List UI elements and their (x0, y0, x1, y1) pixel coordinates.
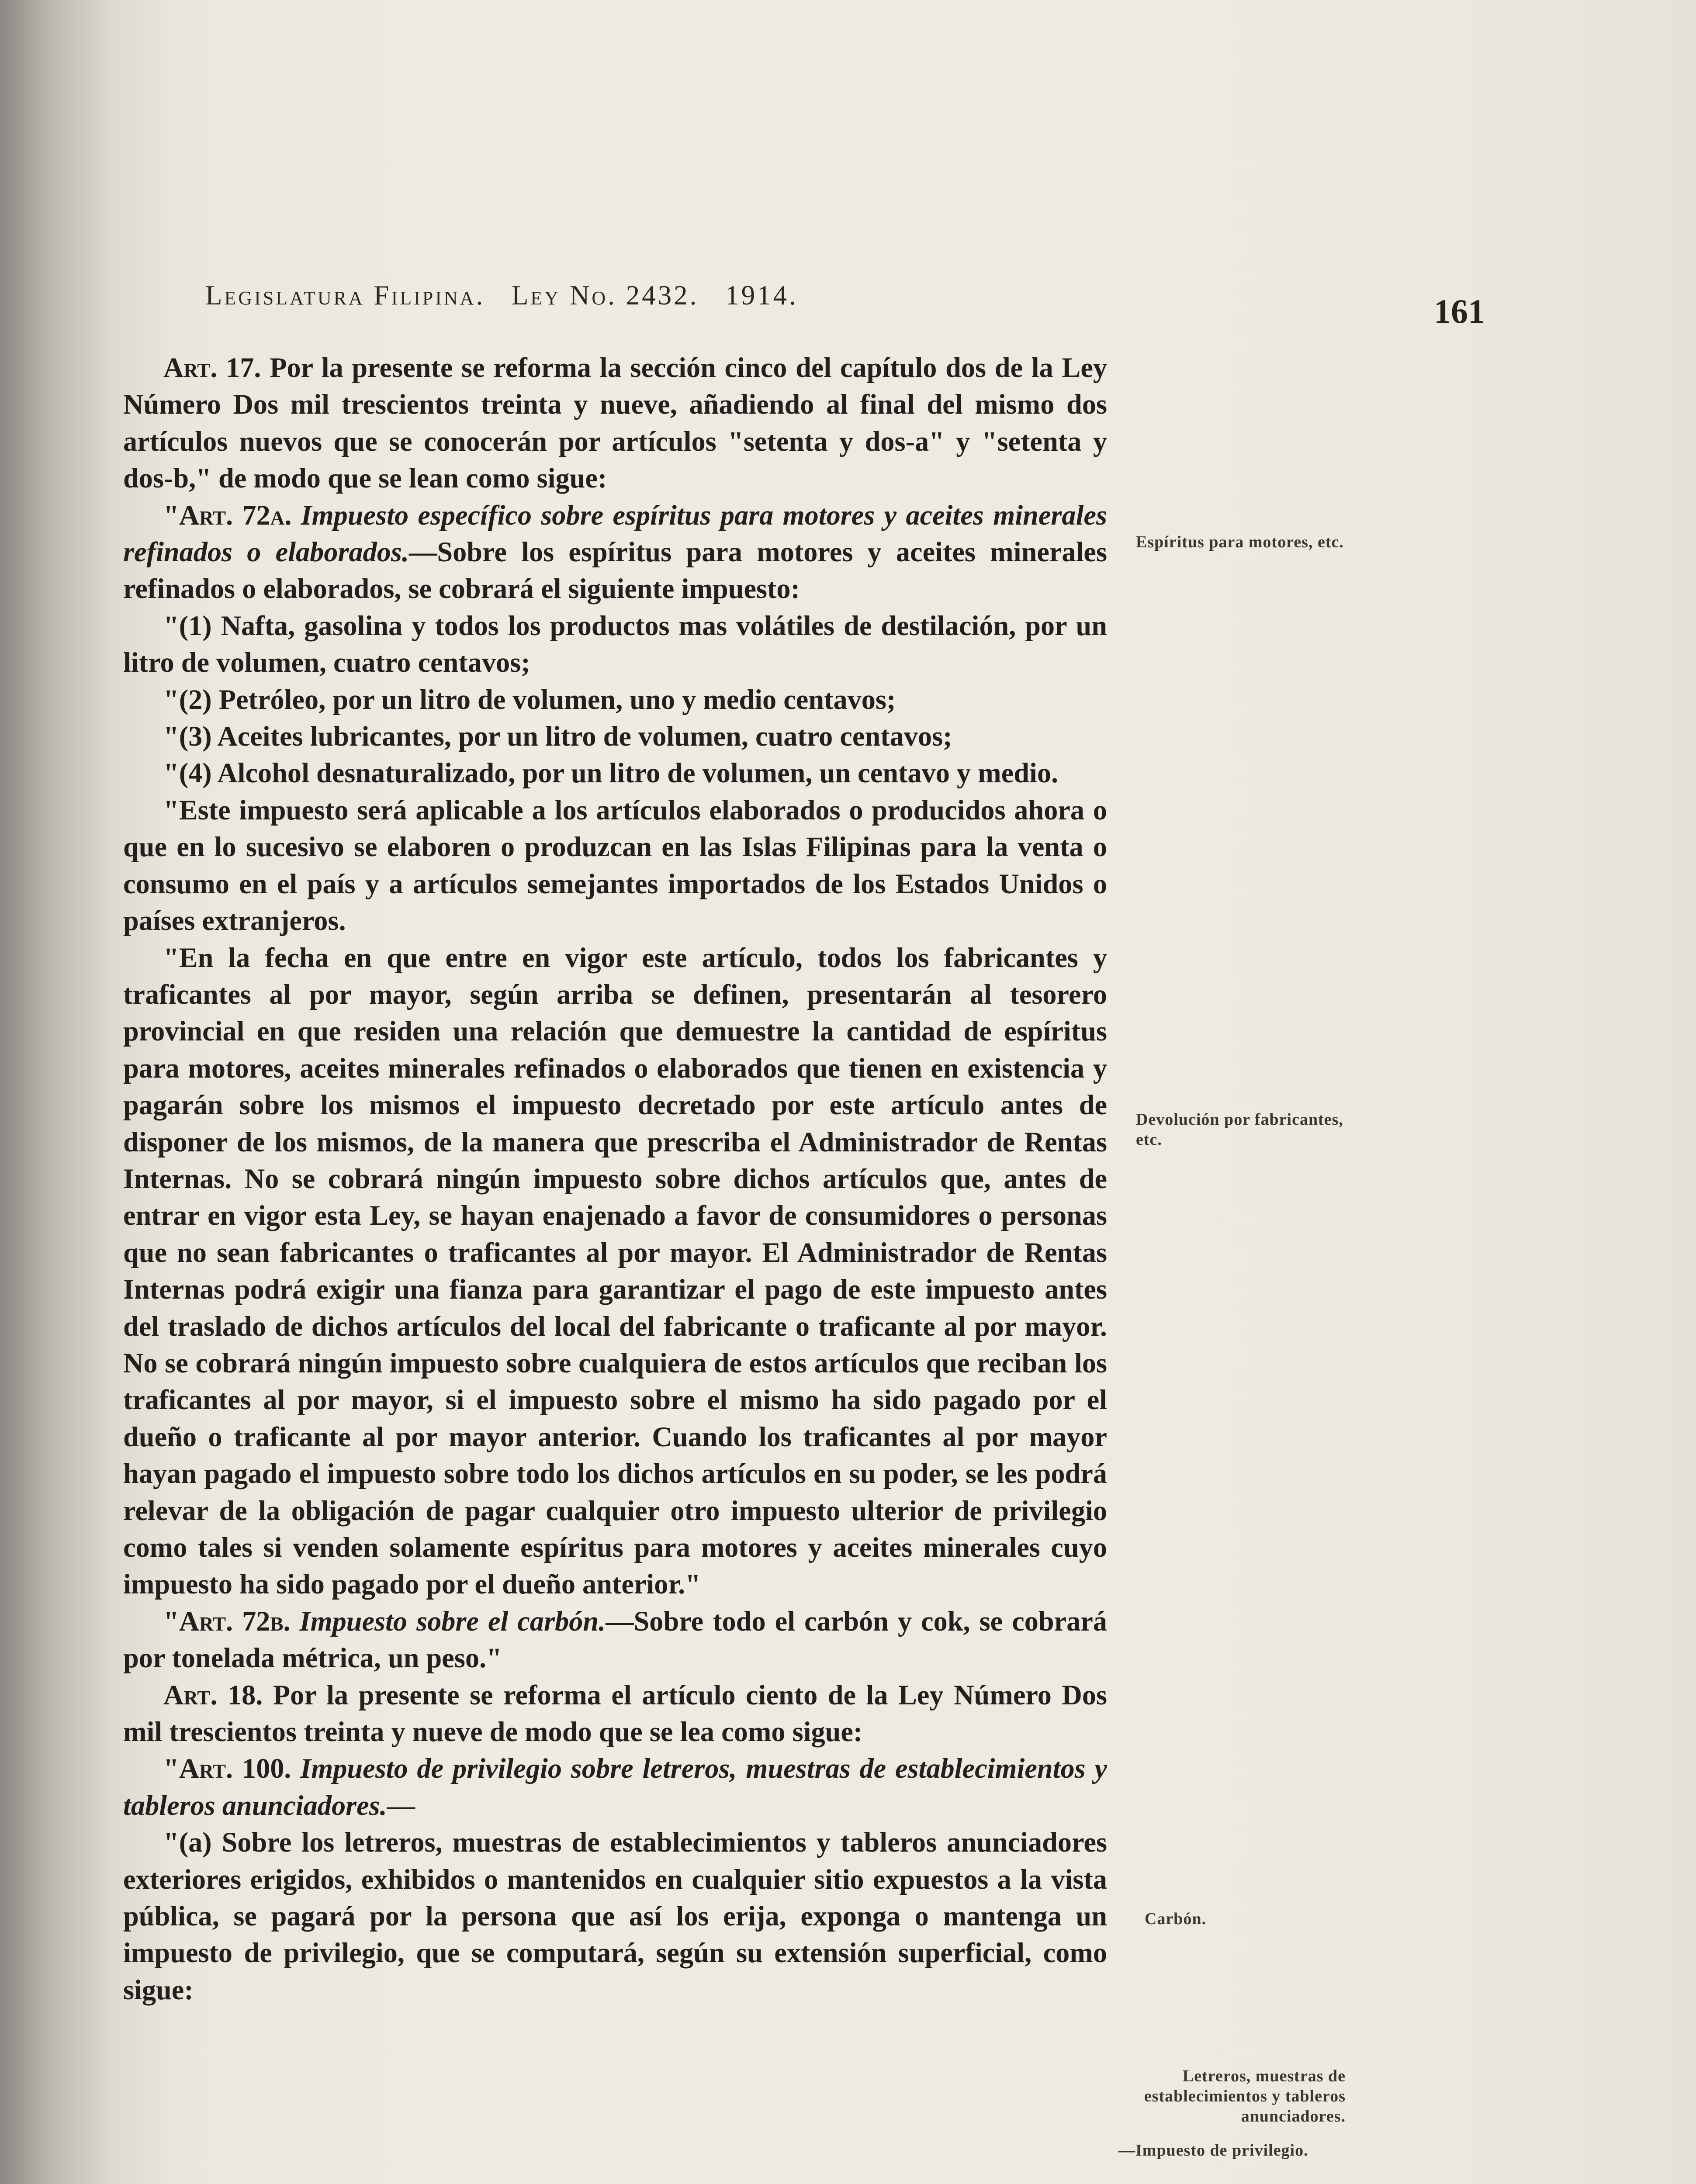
paragraph-item-a (123, 1824, 1107, 2008)
article-lead: "Art. 72b. (163, 1605, 291, 1637)
article-lead: "Art. 72a. (163, 499, 292, 531)
header-year: 1914. (725, 280, 798, 311)
margin-note-espiritus: Espíritus para motores, etc. (1136, 533, 1344, 551)
article-lead: Art. 18. (163, 1679, 263, 1711)
running-title: Legislatura Filipina. (205, 280, 485, 311)
paragraph-text: "Este impuesto será aplicable a los artículos elaborados o producidos ahora o que en lo sucesivo se elaboren o produzcan en las Islas Filipinas para la venta o consumo en el país y a artículos semejantes importados de los Estados Unidos o países extranjeros. (123, 794, 1107, 936)
paragraph-text: "(a) Sobre los letreros, muestras de establecimientos y tableros anunciadores exteriores erigidos, exhibidos o mantenidos en cualquier sitio expuestos a la vista pública, se pagará por la persona que así los erija, exponga o mantenga un impuesto de privilegio, que se computará, según su extensión superficial, como sigue: (123, 1827, 1107, 2005)
paragraph-art-17 (123, 349, 1107, 497)
paragraph-art-72b (123, 1603, 1107, 1677)
paragraph-text: —Sobre los espíritus para motores y aceites minerales refinados o elaborados, se cobrará el siguiente impuesto: (123, 536, 1107, 605)
margin-note-impuesto-privilegio: —Impuesto de privilegio. (1118, 2141, 1308, 2160)
paragraph-applicability (123, 792, 1107, 940)
paragraph-text: "(3) Aceites lubricantes, por un litro de volumen, cuatro centavos; (163, 721, 952, 752)
paragraph-text: "(2) Petróleo, por un litro de volumen, uno y medio centavos; (163, 684, 896, 715)
paragraph-text: Por la presente se reforma la sección cinco del capítulo dos de la Ley Número Dos mil trescientos treinta y nueve, añadiendo al final del mismo dos artículos nuevos que se conocerán por artículos "setenta y dos-a" y "setenta y dos-b," de modo que se lean como sigue: (123, 352, 1108, 494)
margin-note-carbon: Carbón. (1145, 1910, 1207, 1928)
paragraph-art-100 (123, 1750, 1107, 1824)
article-heading: Impuesto específico sobre espíritus para motores y aceites minerales refinados o elaborados. (123, 499, 1108, 568)
margin-note-letreros: Letreros, muestras de establecimientos y tableros anunciadores. (1144, 2067, 1346, 2125)
paragraph-text: "(4) Alcohol desnaturalizado, por un litro de volumen, un centavo y medio. (163, 757, 1059, 789)
article-heading: Impuesto sobre el carbón. (299, 1605, 606, 1637)
article-lead: Art. 17. (163, 352, 261, 383)
paragraph-item-1 (123, 608, 1107, 681)
paragraph-art-72a (123, 497, 1107, 608)
page-number: 161 (1434, 292, 1485, 330)
paragraph-item-2 (123, 681, 1107, 718)
margin-note-devolucion: Devolución por fabricantes, etc. (1136, 1110, 1343, 1149)
article-lead: "Art. 100. (163, 1753, 291, 1784)
paragraph-text: — (387, 1790, 415, 1821)
paragraph-effective-date (123, 940, 1107, 1603)
running-header (205, 280, 798, 311)
law-number: Ley No. 2432. (511, 280, 699, 311)
paragraph-text: Por la presente se reforma el artículo ciento de la Ley Número Dos mil trescientos treinta y nueve de modo que se lea como sigue: (123, 1679, 1108, 1748)
paragraph-text: —Sobre todo el carbón y cok, se cobrará por tonelada métrica, un peso." (123, 1605, 1108, 1674)
paragraph-item-4 (123, 755, 1107, 791)
paragraph-text: "En la fecha en que entre en vigor este artículo, todos los fabricantes y traficantes al por mayor, según arriba se definen, presentarán al tesorero provincial en que residen una relación que demuestre la cantidad de espíritus para motores, aceites minerales refinados o elaborados que tienen en existencia y pagarán sobre los mismos el impuesto decretado por este artículo antes de disponer de los mismos, de la manera que prescriba el Administrador de Rentas Internas. No se cobrará ningún impuesto sobre dichos artículos que, antes de entrar en vigor esta Ley, se hayan enajenado a favor de consumidores o personas que no sean fabricantes o traficantes al por mayor. El Administrador de Rentas Internas podrá exigir una fianza para garantizar el pago de este impuesto antes del traslado de dichos artículos del local del fabricante o traficante al por mayor. No se cobrará ningún impuesto sobre cualquiera de estos artículos que reciban los traficantes al por mayor, si el impuesto sobre el mismo ha sido pagado por el dueño o traficante al por mayor anterior. Cuando los traficantes al por mayor hayan pagado el impuesto sobre todo los dichos artículos en su poder, se les podrá relevar de la obligación de pagar cualquier otro impuesto ulterior de privilegio como tales si venden solamente espíritus para motores y aceites minerales cuyo impuesto ha sido pagado por el dueño anterior." (123, 942, 1107, 1600)
paragraph-art-18 (123, 1677, 1107, 1751)
article-heading: Impuesto de privilegio sobre letreros, muestras de establecimientos y tableros anunciadores. (123, 1753, 1108, 1821)
body-text (123, 349, 1107, 2008)
paragraph-text: "(1) Nafta, gasolina y todos los productos mas volátiles de destilación, por un litro de volumen, cuatro centavos; (123, 610, 1107, 678)
paragraph-item-3 (123, 718, 1107, 755)
